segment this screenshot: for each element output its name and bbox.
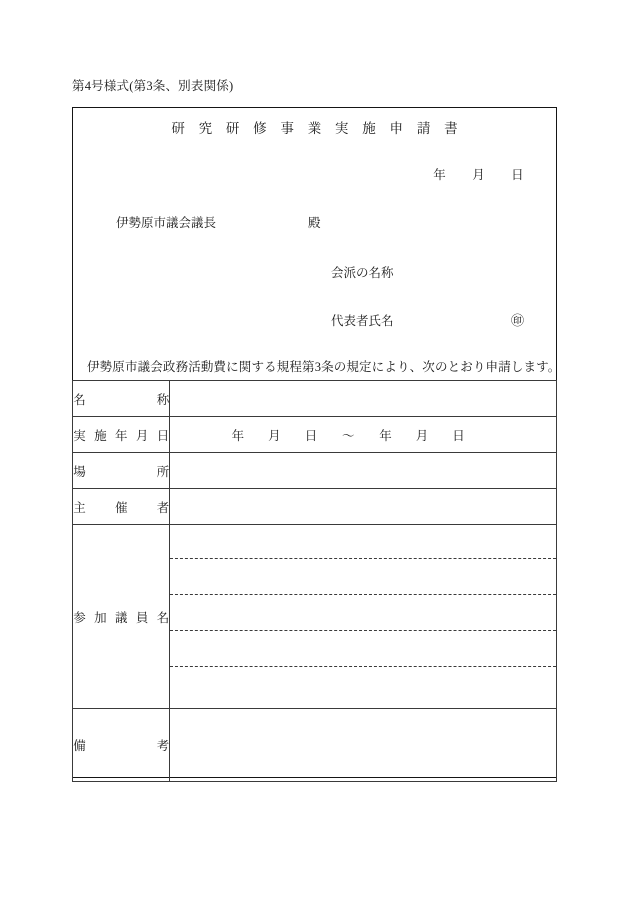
row-label-implementation-date: 実施年月日 xyxy=(73,417,170,453)
submission-year-label: 年 xyxy=(433,168,447,182)
row-value-remarks[interactable] xyxy=(170,709,557,782)
start-month-label: 月 xyxy=(268,428,281,443)
participant-rule-3 xyxy=(170,630,556,631)
submission-date-line xyxy=(433,165,524,183)
row-label-organizer: 主催者 xyxy=(73,489,170,525)
application-statement: 伊勢原市議会政務活動費に関する規程第3条の規定により、次のとおり申請します。 xyxy=(87,360,561,374)
participant-rule-1 xyxy=(170,558,556,559)
representative-line xyxy=(331,310,524,329)
end-day-label: 日 xyxy=(452,428,465,443)
end-year-label: 年 xyxy=(379,428,392,443)
row-value-name[interactable] xyxy=(170,381,557,417)
participant-rule-4 xyxy=(170,666,556,667)
start-year-label: 年 xyxy=(231,428,245,443)
table-row-participants xyxy=(73,525,557,709)
submission-month-label: 月 xyxy=(472,168,486,182)
form-number-label: 第4号様式(第3条、別表関係) xyxy=(72,79,234,93)
row-label-name: 名称 xyxy=(73,381,170,417)
row-label-remarks: 備考 xyxy=(73,709,170,782)
row-value-organizer[interactable] xyxy=(170,489,557,525)
application-table xyxy=(72,380,557,782)
page-title: 研 究 研 修 事 業 実 施 申 請 書 xyxy=(171,121,463,136)
end-month-label: 月 xyxy=(415,428,429,443)
table-row-place xyxy=(73,453,557,489)
table-row-name xyxy=(73,381,557,417)
addressee-name: 伊勢原市議会議長 xyxy=(116,216,217,230)
table-row-organizer xyxy=(73,489,557,525)
row-value-implementation-date[interactable] xyxy=(170,417,557,453)
table-row-implementation-date xyxy=(73,417,557,453)
start-day-label: 日 xyxy=(304,428,318,443)
implementation-date-range xyxy=(170,426,556,444)
row-label-place: 場所 xyxy=(73,453,170,489)
form-header-area xyxy=(73,108,561,380)
seal-icon: ㊞ xyxy=(510,313,524,328)
representative-name-label: 代表者氏名 xyxy=(331,314,394,328)
party-name-label: 会派の名称 xyxy=(331,266,394,280)
participant-ruled-lines xyxy=(170,525,556,708)
row-value-place[interactable] xyxy=(170,453,557,489)
addressee-line xyxy=(116,213,321,231)
row-value-participants[interactable] xyxy=(170,525,557,709)
row-label-participants: 参加議員名 xyxy=(73,525,170,709)
form-frame xyxy=(72,107,561,778)
participant-rule-2 xyxy=(170,594,556,595)
addressee-honorific: 殿 xyxy=(308,216,321,230)
table-row-remarks xyxy=(73,709,557,782)
date-range-tilde: ～ xyxy=(341,428,355,443)
submission-day-label: 日 xyxy=(511,168,524,182)
